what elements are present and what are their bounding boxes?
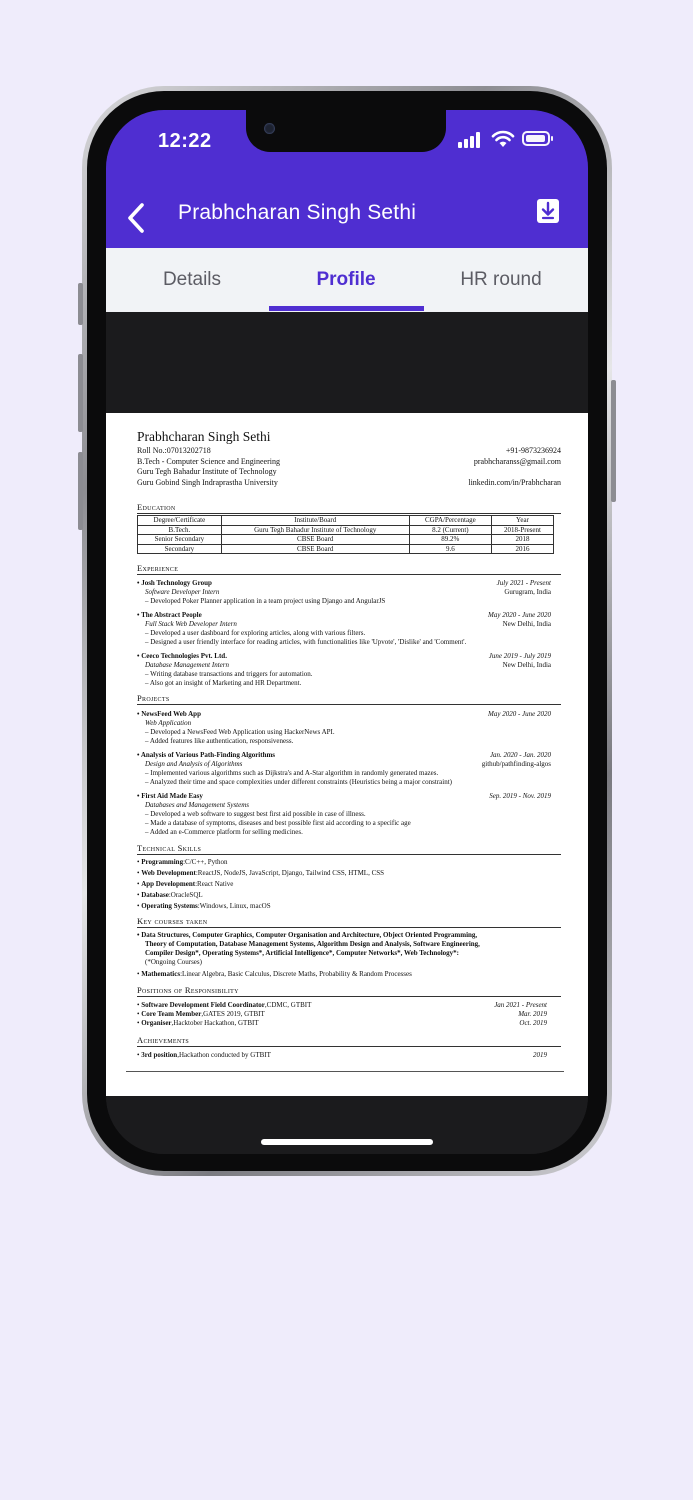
section-projects: Projects: [137, 693, 170, 703]
courses-list: Theory of Computation, Database Management Systems, Algorithm Design and Analysis, Software Engineering,: [145, 940, 480, 948]
cellular-signal-icon: [458, 132, 484, 148]
project-date: Sep. 2019 - Nov. 2019: [489, 792, 551, 800]
app-title: Prabhcharan Singh Sethi: [178, 201, 417, 224]
experience-location: New Delhi, India: [502, 620, 551, 628]
document-viewer-background: [106, 312, 588, 413]
tab-hr-round[interactable]: HR round: [460, 269, 542, 290]
chevron-left-icon: [126, 202, 146, 234]
wifi-icon: [491, 130, 515, 148]
dynamic-island: [246, 110, 446, 152]
section-rule: [137, 854, 561, 855]
camera-icon: [264, 123, 275, 134]
project-point: – Implemented various algorithms such as Dijkstra's and A-Star algorithm in randomly generated mazes.: [145, 769, 439, 777]
section-rule: [137, 1046, 561, 1047]
section-rule: [137, 513, 561, 514]
project-point: – Developed a NewsFeed Web Application using HackerNews API.: [145, 728, 335, 736]
project-point: – Added features like authentication, responsiveness.: [145, 737, 294, 745]
tab-profile[interactable]: Profile: [316, 269, 376, 290]
experience-company: • The Abstract People: [137, 611, 202, 619]
achievement-item: • 3rd position,Hackathon conducted by GTBIT: [137, 1051, 271, 1059]
position-item: • Core Team Member,GATES 2019, GTBIT: [137, 1010, 265, 1018]
section-achievements: Achievements: [137, 1035, 190, 1045]
skill-item: • Programming:C/C++, Python: [137, 858, 228, 866]
section-rule: [137, 996, 561, 997]
courses-math: • Mathematics:Linear Algebra, Basic Calculus, Discrete Maths, Probability & Random Processes: [137, 970, 412, 978]
skill-item: • Web Development:ReactJS, NodeJS, JavaScript, Django, Tailwind CSS, HTML, CSS: [137, 869, 385, 877]
experience-point: – Also got an insight of Marketing and HR Department.: [145, 679, 302, 687]
project-subtitle: Design and Analysis of Algorithms: [145, 760, 243, 768]
education-table: Degree/Certificate Institute/Board CGPA/Percentage Year B.Tech. Guru Tegh Bahadur Institute of Technology 8.2 (Current) 2018-Present Senior Secondary CBSE Board 89.2% 2018 Secondary CBSE Board 9.6 2016: [137, 515, 554, 554]
resume-header-left: Roll No.:07013202718 B.Tech - Computer Science and Engineering Guru Tegh Bahadur Institute of Technology Guru Gobind Singh Indraprastha University: [137, 446, 280, 487]
experience-date: May 2020 - June 2020: [488, 611, 551, 619]
power-button: [611, 380, 616, 502]
project-title: • Analysis of Various Path-Finding Algorithms: [137, 751, 276, 759]
download-button[interactable]: [536, 196, 560, 224]
experience-point: – Developed Poker Planner application in a team project using Django and AngularJS: [145, 597, 386, 605]
project-date: May 2020 - June 2020: [488, 710, 551, 718]
resume-document[interactable]: [106, 413, 588, 1096]
experience-company: • Ceeco Technologies Pvt. Ltd.: [137, 652, 227, 660]
experience-location: Gurugram, India: [504, 588, 551, 596]
experience-point: – Designed a user friendly interface for reading articles, with functionalities like 'Upvote', 'Dislike' and 'Comment'.: [145, 638, 467, 646]
tab-bar: [106, 248, 588, 312]
phone-screen: [106, 110, 588, 1154]
experience-role: Software Developer Intern: [145, 588, 220, 596]
position-item: • Organiser,Hacktober Hackathon, GTBIT: [137, 1019, 259, 1027]
volume-up-button: [78, 354, 83, 432]
section-rule: [137, 574, 561, 575]
section-courses: Key courses taken: [137, 916, 208, 926]
project-subtitle: Web Application: [145, 719, 192, 727]
project-point: – Added an e-Commerce platform for selling medicines.: [145, 828, 303, 836]
download-icon: [536, 196, 560, 224]
skill-item: • Database:OracleSQL: [137, 891, 203, 899]
tab-details[interactable]: Details: [162, 269, 222, 290]
position-date: Jan 2021 - Present: [494, 1001, 547, 1009]
position-date: Mar. 2019: [518, 1010, 547, 1018]
experience-location: New Delhi, India: [502, 661, 551, 669]
volume-down-button: [78, 452, 83, 530]
courses-note: (*Ongoing Courses): [145, 958, 202, 966]
experience-role: Full Stack Web Developer Intern: [145, 620, 237, 628]
experience-date: July 2021 - Present: [496, 579, 551, 587]
experience-role: Database Management Intern: [145, 661, 229, 669]
position-item: • Software Development Field Coordinator,CDMC, GTBIT: [137, 1001, 312, 1009]
section-rule: [137, 704, 561, 705]
experience-date: June 2019 - July 2019: [488, 652, 551, 660]
experience-company: • Josh Technology Group: [137, 579, 212, 587]
skill-item: • App Development:React Native: [137, 880, 234, 888]
project-title: • First Aid Made Easy: [137, 792, 203, 800]
section-positions: Positions of Responsibility: [137, 985, 239, 995]
project-date: Jan. 2020 - Jan. 2020: [489, 751, 551, 759]
project-point: – Developed a web software to suggest best first aid possible in case of illness.: [145, 810, 366, 818]
resume-header-right: +91-9873236924 prabhcharanss@gmail.com linkedin.com/in/Prabhcharan: [468, 446, 561, 487]
action-button: [78, 283, 83, 325]
courses-list: Compiler Design*, Operating Systems*, Artificial Intelligence*, Computer Networks*, Web Technology*:: [145, 949, 460, 957]
back-button[interactable]: [120, 194, 152, 247]
skill-item: • Operating Systems:Windows, Linux, macOS: [137, 902, 271, 910]
project-point: – Made a database of symptoms, diseases and best possible first aid according to a specific age: [145, 819, 411, 827]
page-bottom-rule: [126, 1071, 564, 1072]
battery-icon: [522, 131, 550, 146]
status-bar: [106, 110, 588, 190]
project-point: – Analyzed their time and space complexities under different constraints (Heuristics being a major constraint): [145, 778, 453, 786]
resume-name: Prabhcharan Singh Sethi: [137, 429, 271, 444]
section-experience: Experience: [137, 563, 179, 573]
project-link[interactable]: github/pathfinding-algos: [481, 760, 551, 768]
experience-point: – Developed a user dashboard for exploring articles, along with various filters.: [145, 629, 366, 637]
active-tab-indicator: [269, 306, 424, 311]
experience-point: – Writing database transactions and triggers for automation.: [145, 670, 313, 678]
achievement-date: 2019: [533, 1051, 547, 1059]
position-date: Oct. 2019: [519, 1019, 547, 1027]
status-time: 12:22: [158, 130, 212, 152]
section-education: Education: [137, 502, 176, 512]
document-viewer-background-bottom: [106, 1096, 588, 1154]
section-skills: Technical Skills: [137, 843, 202, 853]
courses-list: • Data Structures, Computer Graphics, Computer Organisation and Architecture, Object Oriented Programming,: [137, 931, 478, 939]
project-subtitle: Databases and Management Systems: [145, 801, 250, 809]
project-title: • NewsFeed Web App: [137, 710, 201, 718]
home-indicator[interactable]: [261, 1139, 433, 1145]
app-bar: [106, 190, 588, 248]
section-rule: [137, 927, 561, 928]
